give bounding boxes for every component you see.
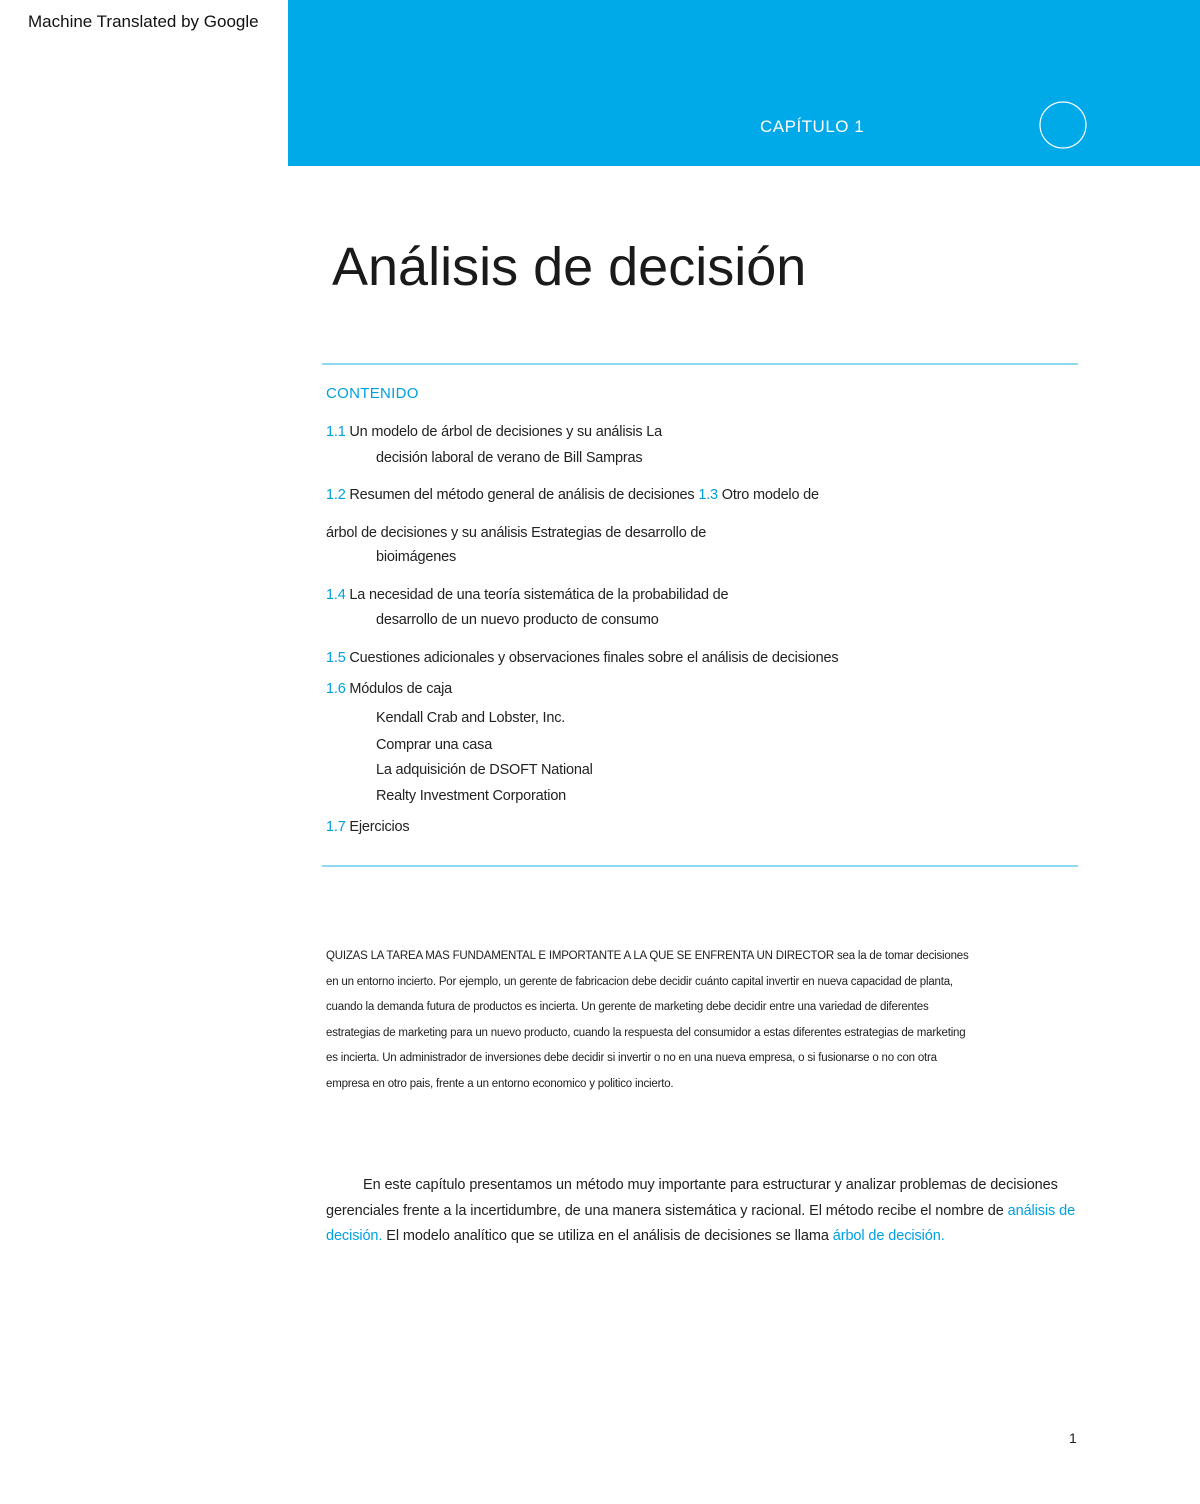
intro-paragraph (326, 944, 1086, 1097)
paragraph-text: En este capítulo presentamos un método muy importante para estructurar y analizar problemas de decisiones gerenciales frente a la incertidumbre, de una manera sistemática y racional. El método recibe el nombre de (326, 1177, 1058, 1219)
intro-line: cuando la demanda futura de productos es incierta. Un gerente de marketing debe decidir entre una variedad de diferentes (326, 1001, 929, 1013)
toc-text: bioimágenes (376, 549, 457, 565)
machine-translation-watermark: Machine Translated by Google (28, 12, 259, 31)
toc-case-item (376, 762, 593, 778)
intro-line: en un entorno incierto. Por ejemplo, un gerente de fabricacion debe decidir cuánto capital invertir en nueva capacidad de planta, (326, 975, 953, 988)
toc-text: decisión laboral de verano de Bill Sampras (376, 450, 643, 466)
paragraph-text: El modelo analítico que se utiliza en el análisis de decisiones se llama (382, 1228, 833, 1244)
toc-text: Kendall Crab and Lobster, Inc. (376, 710, 566, 726)
toc-text: Ejercicios (349, 819, 410, 835)
toc-entry-1-1-continued (376, 450, 642, 466)
chapter-title: Análisis de decisión (332, 237, 807, 297)
toc-number: 1.7 (326, 819, 346, 835)
toc-entry-1-3-continued (376, 549, 456, 565)
toc-text: desarrollo de un nuevo producto de consumo (376, 612, 659, 628)
toc-text: árbol de decisiones y su análisis Estrategias de desarrollo de (326, 525, 707, 541)
toc-number: 1.4 (326, 587, 346, 603)
circle-icon (1039, 101, 1087, 149)
toc-entry-1-3-continued (326, 525, 706, 541)
body-paragraph (326, 1173, 1078, 1250)
intro-line: es incierta. Un administrador de inversiones debe decidir si invertir o no en una nueva empresa, o si fusionarse o no con otra (326, 1052, 937, 1064)
chapter-label: CAPÍTULO 1 (760, 117, 865, 136)
toc-case-item (376, 710, 565, 726)
toc-text: La adquisición de DSOFT National (376, 762, 593, 778)
toc-text: Realty Investment Corporation (376, 788, 567, 804)
toc-entry-1-6 (326, 681, 452, 697)
bottom-divider (322, 865, 1078, 867)
toc-entry-1-4-continued (376, 612, 659, 628)
toc-text: La necesidad de una teoría sistemática de la probabilidad de (349, 587, 729, 603)
toc-entry-1-7 (326, 819, 409, 835)
toc-number: 1.5 (326, 650, 346, 666)
toc-entry-1-1 (326, 424, 662, 440)
toc-text: Un modelo de árbol de decisiones y su análisis La (349, 424, 663, 440)
toc-number: 1.1 (326, 424, 346, 440)
term-analisis-de-decision: análisis de decisión. (326, 1202, 1076, 1244)
toc-entry-1-5 (326, 650, 838, 666)
page-number: 1 (1069, 1430, 1077, 1446)
toc-text: Módulos de caja (349, 681, 452, 697)
contents-heading: CONTENIDO (326, 385, 419, 402)
toc-number: 1.2 (326, 487, 346, 503)
intro-line: estrategias de marketing para un nuevo producto, cuando la respuesta del consumidor a estas diferentes estrategias de marketing (326, 1026, 966, 1039)
toc-entry-1-2 (326, 487, 819, 503)
intro-line: QUIZAS LA TAREA MAS FUNDAMENTAL E IMPORTANTE A LA QUE SE ENFRENTA UN DIRECTOR sea la de tomar decisiones (326, 950, 969, 962)
toc-text: Resumen del método general de análisis de decisiones (349, 487, 695, 503)
toc-number: 1.3 (698, 487, 718, 503)
term-arbol-de-decision: árbol de decisión. (832, 1228, 945, 1244)
toc-text: Cuestiones adicionales y observaciones finales sobre el análisis de decisiones (349, 650, 839, 666)
toc-number: 1.6 (326, 681, 346, 697)
top-divider (322, 363, 1078, 365)
toc-entry-1-4 (326, 587, 728, 603)
toc-text: Otro modelo de (721, 487, 819, 503)
toc-text: Comprar una casa (376, 737, 493, 753)
toc-case-item (376, 737, 492, 753)
chapter-header-band (288, 0, 1200, 166)
intro-line: empresa en otro pais, frente a un entorno economico y politico incierto. (326, 1077, 674, 1090)
toc-case-item (376, 788, 566, 804)
